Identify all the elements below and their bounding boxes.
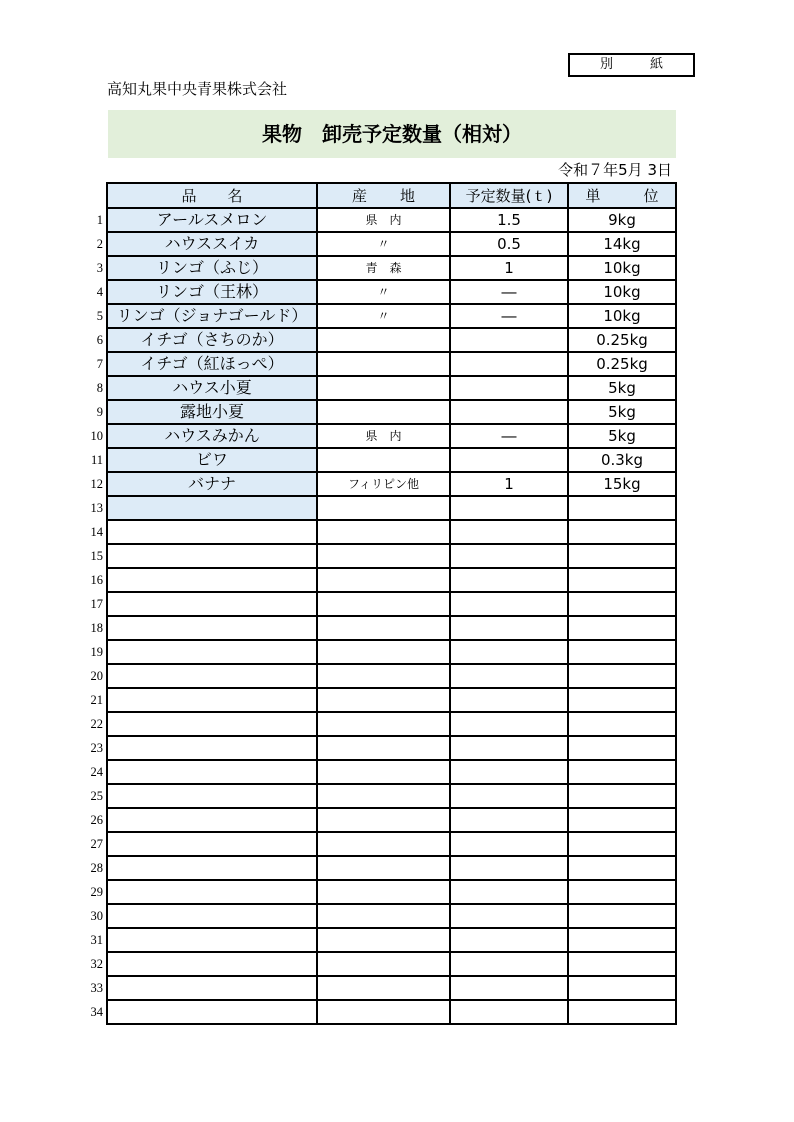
quantity-cell	[450, 904, 568, 928]
item-name-cell	[107, 952, 317, 976]
origin-cell	[317, 640, 450, 664]
table-body	[87, 208, 676, 1024]
row-number: 33	[90, 981, 103, 995]
origin-cell	[317, 712, 450, 736]
origin-cell	[317, 592, 450, 616]
table-row	[87, 1000, 676, 1024]
origin-cell: 〃	[317, 232, 450, 256]
item-name-cell	[107, 832, 317, 856]
origin-cell	[317, 880, 450, 904]
unit-cell	[568, 664, 676, 688]
item-name-cell: リンゴ（ジョナゴールド）	[107, 304, 317, 328]
item-name-cell: ハウス小夏	[107, 376, 317, 400]
row-number: 7	[96, 357, 103, 371]
unit-cell	[568, 976, 676, 1000]
unit-header: 単 位	[568, 183, 676, 208]
row-number: 14	[90, 525, 103, 539]
page-title: 果物 卸売予定数量（相対）	[262, 122, 522, 146]
table-row	[87, 232, 676, 256]
row-number: 25	[90, 789, 103, 803]
origin-cell	[317, 808, 450, 832]
origin-cell: 県 内	[317, 424, 450, 448]
item-name-cell	[107, 568, 317, 592]
origin-cell	[317, 568, 450, 592]
quantity-cell	[450, 784, 568, 808]
table-row	[87, 640, 676, 664]
item-name-cell	[107, 592, 317, 616]
table-row	[87, 616, 676, 640]
unit-cell	[568, 496, 676, 520]
item-name-cell	[107, 712, 317, 736]
table-row	[87, 736, 676, 760]
item-name-cell	[107, 784, 317, 808]
unit-cell: 10kg	[568, 280, 676, 304]
origin-cell: フィリピン他	[317, 472, 450, 496]
row-number: 5	[96, 309, 103, 323]
unit-cell	[568, 832, 676, 856]
origin-cell	[317, 616, 450, 640]
item-name-cell: リンゴ（王林）	[107, 280, 317, 304]
item-name-cell	[107, 808, 317, 832]
item-name-cell: アールスメロン	[107, 208, 317, 232]
quantity-cell: 1	[450, 256, 568, 280]
row-number: 24	[90, 765, 103, 779]
table-row	[87, 352, 676, 376]
row-number: 31	[90, 933, 103, 947]
quantity-cell	[450, 352, 568, 376]
unit-cell	[568, 808, 676, 832]
origin-cell	[317, 496, 450, 520]
unit-cell	[568, 1000, 676, 1024]
row-number: 29	[90, 885, 103, 899]
origin-cell	[317, 664, 450, 688]
row-number: 6	[96, 333, 103, 347]
item-name-cell	[107, 760, 317, 784]
row-number: 30	[90, 909, 103, 923]
table-row	[87, 688, 676, 712]
row-number: 10	[90, 429, 103, 443]
unit-cell	[568, 520, 676, 544]
row-number: 3	[96, 261, 103, 275]
row-number: 22	[90, 717, 103, 731]
table-row	[87, 280, 676, 304]
row-number: 23	[90, 741, 103, 755]
row-number: 2	[96, 237, 103, 251]
row-number-header	[87, 183, 107, 208]
origin-cell	[317, 520, 450, 544]
origin-cell	[317, 832, 450, 856]
unit-cell: 0.3kg	[568, 448, 676, 472]
quantity-cell	[450, 640, 568, 664]
quantity-cell	[450, 928, 568, 952]
origin-cell: 県 内	[317, 208, 450, 232]
row-number: 15	[90, 549, 103, 563]
row-number: 9	[96, 405, 103, 419]
quantity-cell	[450, 712, 568, 736]
quantity-cell	[450, 808, 568, 832]
row-number: 19	[90, 645, 103, 659]
origin-cell	[317, 544, 450, 568]
quantity-cell	[450, 856, 568, 880]
row-number: 26	[90, 813, 103, 827]
origin-cell	[317, 400, 450, 424]
origin-header: 産 地	[317, 183, 450, 208]
item-name-cell: ハウスみかん	[107, 424, 317, 448]
item-name-cell: 露地小夏	[107, 400, 317, 424]
table-row	[87, 976, 676, 1000]
table-row	[87, 256, 676, 280]
row-number: 28	[90, 861, 103, 875]
item-name-cell: リンゴ（ふじ）	[107, 256, 317, 280]
table-row	[87, 784, 676, 808]
item-name-cell	[107, 1000, 317, 1024]
unit-cell: 0.25kg	[568, 352, 676, 376]
origin-cell	[317, 1000, 450, 1024]
row-number: 13	[90, 501, 103, 515]
table-row	[87, 520, 676, 544]
origin-cell	[317, 904, 450, 928]
row-number: 16	[90, 573, 103, 587]
origin-cell	[317, 448, 450, 472]
unit-cell: 5kg	[568, 424, 676, 448]
item-name-cell	[107, 664, 317, 688]
quantity-cell	[450, 376, 568, 400]
quantity-cell	[450, 496, 568, 520]
table-row	[87, 496, 676, 520]
table-row	[87, 472, 676, 496]
table-row	[87, 808, 676, 832]
table-row	[87, 952, 676, 976]
unit-cell: 5kg	[568, 376, 676, 400]
table-row	[87, 400, 676, 424]
item-name-cell	[107, 496, 317, 520]
origin-cell: 青 森	[317, 256, 450, 280]
origin-cell	[317, 856, 450, 880]
origin-cell	[317, 784, 450, 808]
quantity-cell: 1	[450, 472, 568, 496]
item-name-cell	[107, 904, 317, 928]
unit-cell	[568, 928, 676, 952]
item-name-cell	[107, 736, 317, 760]
table-row	[87, 568, 676, 592]
quantity-cell	[450, 736, 568, 760]
unit-cell	[568, 856, 676, 880]
table-row	[87, 328, 676, 352]
row-number: 4	[96, 285, 103, 299]
item-name-cell	[107, 928, 317, 952]
unit-cell	[568, 760, 676, 784]
row-number: 11	[90, 453, 103, 467]
quantity-header: 予定数量(ｔ)	[450, 183, 568, 208]
table-row	[87, 880, 676, 904]
quantity-cell	[450, 568, 568, 592]
row-number: 21	[90, 693, 103, 707]
quantity-cell	[450, 688, 568, 712]
origin-cell	[317, 928, 450, 952]
table-row	[87, 304, 676, 328]
unit-cell	[568, 712, 676, 736]
row-number: 8	[96, 381, 103, 395]
item-name-cell	[107, 520, 317, 544]
table-row	[87, 424, 676, 448]
item-name-cell	[107, 640, 317, 664]
unit-cell: 9kg	[568, 208, 676, 232]
item-name-cell: ビワ	[107, 448, 317, 472]
unit-cell	[568, 640, 676, 664]
item-name-cell: バナナ	[107, 472, 317, 496]
quantity-cell	[450, 592, 568, 616]
table-row	[87, 448, 676, 472]
quantity-cell: ―	[450, 424, 568, 448]
table-header-row	[87, 183, 676, 208]
table-row	[87, 592, 676, 616]
unit-cell	[568, 904, 676, 928]
unit-cell: 10kg	[568, 256, 676, 280]
unit-cell: 15kg	[568, 472, 676, 496]
item-name-cell	[107, 688, 317, 712]
quantity-cell	[450, 976, 568, 1000]
origin-cell	[317, 376, 450, 400]
item-name-cell	[107, 544, 317, 568]
unit-cell: 0.25kg	[568, 328, 676, 352]
row-number: 32	[90, 957, 103, 971]
unit-cell	[568, 544, 676, 568]
company-name: 高知丸果中央青果株式会社	[107, 80, 288, 98]
unit-cell	[568, 688, 676, 712]
quantity-cell: ―	[450, 304, 568, 328]
table-row	[87, 376, 676, 400]
title-banner	[108, 110, 676, 158]
table-row	[87, 856, 676, 880]
table-row	[87, 904, 676, 928]
quantity-cell: 0.5	[450, 232, 568, 256]
table-row	[87, 928, 676, 952]
origin-cell	[317, 736, 450, 760]
unit-cell: 14kg	[568, 232, 676, 256]
item-name-cell: イチゴ（さちのか）	[107, 328, 317, 352]
origin-cell	[317, 352, 450, 376]
quantity-cell	[450, 328, 568, 352]
unit-cell: 10kg	[568, 304, 676, 328]
unit-cell	[568, 952, 676, 976]
row-number: 18	[90, 621, 103, 635]
origin-cell: 〃	[317, 304, 450, 328]
unit-cell	[568, 736, 676, 760]
unit-cell: 5kg	[568, 400, 676, 424]
origin-cell	[317, 952, 450, 976]
table-row	[87, 760, 676, 784]
quantity-cell	[450, 544, 568, 568]
quantity-cell	[450, 880, 568, 904]
item-name-cell: ハウススイカ	[107, 232, 317, 256]
item-name-header: 品 名	[107, 183, 317, 208]
unit-cell	[568, 616, 676, 640]
row-number: 1	[96, 213, 103, 227]
origin-cell	[317, 328, 450, 352]
item-name-cell	[107, 976, 317, 1000]
fruit-quantity-table	[87, 182, 677, 1025]
row-number: 27	[90, 837, 103, 851]
quantity-cell	[450, 1000, 568, 1024]
quantity-cell	[450, 616, 568, 640]
quantity-cell	[450, 952, 568, 976]
row-number: 20	[90, 669, 103, 683]
origin-cell	[317, 688, 450, 712]
attachment-label: 別 紙	[568, 53, 695, 77]
quantity-cell	[450, 400, 568, 424]
quantity-cell	[450, 520, 568, 544]
unit-cell	[568, 592, 676, 616]
item-name-cell	[107, 856, 317, 880]
item-name-cell	[107, 880, 317, 904]
quantity-cell	[450, 448, 568, 472]
table-row	[87, 712, 676, 736]
origin-cell	[317, 760, 450, 784]
table-row	[87, 664, 676, 688]
row-number: 17	[90, 597, 103, 611]
unit-cell	[568, 880, 676, 904]
origin-cell: 〃	[317, 280, 450, 304]
item-name-cell: イチゴ（紅ほっぺ）	[107, 352, 317, 376]
report-date: 令和７年5月 3日	[558, 161, 672, 179]
unit-cell	[568, 568, 676, 592]
item-name-cell	[107, 616, 317, 640]
quantity-cell	[450, 664, 568, 688]
row-number: 34	[90, 1005, 103, 1019]
quantity-cell	[450, 760, 568, 784]
quantity-cell: 1.5	[450, 208, 568, 232]
quantity-cell: ―	[450, 280, 568, 304]
table-row	[87, 208, 676, 232]
table-row	[87, 544, 676, 568]
quantity-cell	[450, 832, 568, 856]
table-row	[87, 832, 676, 856]
unit-cell	[568, 784, 676, 808]
origin-cell	[317, 976, 450, 1000]
row-number: 12	[90, 477, 103, 491]
